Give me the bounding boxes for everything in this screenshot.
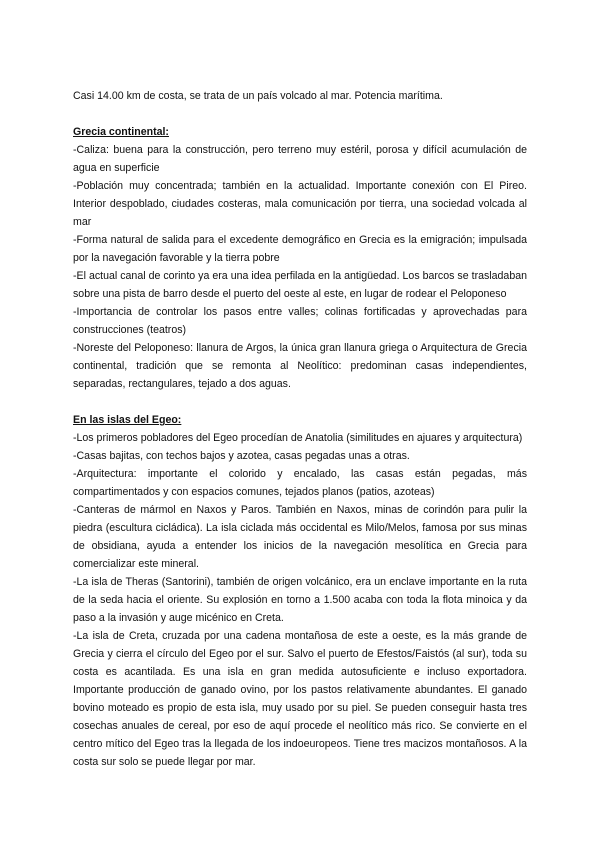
document-body <box>73 87 527 771</box>
intro-paragraph: Casi 14.00 km de costa, se trata de un país volcado al mar. Potencia marítima. <box>73 90 443 102</box>
list-item: -La isla de Theras (Santorini), también de origen volcánico, era un enclave importante en la ruta de la seda hacia el oriente. Su explosión en torno a 1.500 acaba con toda la flota minoica y da paso a la invasión y auge micénico en Creta. <box>73 576 527 624</box>
list-item: -Caliza: buena para la construcción, pero terreno muy estéril, porosa y difícil acumulación de agua en superficie <box>73 144 527 174</box>
section-heading-grecia-continental: Grecia continental: <box>73 126 169 138</box>
section-heading-islas-egeo: En las islas del Egeo: <box>73 414 182 426</box>
spacer <box>73 105 527 123</box>
list-item: -Casas bajitas, con techos bajos y azotea, casas pegadas unas a otras. <box>73 450 410 462</box>
list-item: -La isla de Creta, cruzada por una cadena montañosa de este a oeste, es la más grande de Grecia y cierra el círculo del Egeo por el sur. Salvo el puerto de Efestos/Faistós (al sur), toda su costa es acantilada. Es una isla en gran medida autosuficiente e incluso exportadora. Importante producción de ganado ovino, por los pastos relativamente abundantes. El ganado bovino moteado es propio de esta isla, muy usado por su piel. Se pueden conseguir hasta tres cosechas anuales de cereal, por eso de aquí procede el neolítico más rico. Se convierte en el centro mítico del Egeo tras la llegada de los indoeuropeos. Tiene tres macizos montañosos. A la costa sur solo se puede llegar por mar. <box>73 630 527 768</box>
spacer <box>73 393 527 411</box>
list-item: -Población muy concentrada; también en la actualidad. Importante conexión con El Pireo. Interior despoblado, ciudades costeras, mala comunicación por tierra, una sociedad volcada al mar <box>73 180 527 228</box>
list-item: -El actual canal de corinto ya era una idea perfilada en la antigüedad. Los barcos se trasladaban sobre una pista de barro desde el puerto del oeste al este, en lugar de rodear el Peloponeso <box>73 270 527 300</box>
list-item: -Importancia de controlar los pasos entre valles; colinas fortificadas y aprovechadas para construcciones (teatros) <box>73 306 527 336</box>
list-item: -Canteras de mármol en Naxos y Paros. También en Naxos, minas de corindón para pulir la piedra (escultura cicládica). La isla ciclada más occidental es Milo/Melos, famosa por sus minas de obsidiana, ayuda a entender los inicios de la navegación mesolítica en Grecia para comercializar este mineral. <box>73 504 527 570</box>
list-item: -Forma natural de salida para el excedente demográfico en Grecia es la emigración; impulsada por la navegación favorable y la tierra pobre <box>73 234 527 264</box>
list-item: -Arquitectura: importante el colorido y encalado, las casas están pegadas, más compartimentados y con espacios comunes, tejados planos (patios, azoteas) <box>73 468 527 498</box>
list-item: -Los primeros pobladores del Egeo procedían de Anatolia (similitudes en ajuares y arquitectura) <box>73 432 523 444</box>
list-item: -Noreste del Peloponeso: llanura de Argos, la única gran llanura griega o Arquitectura de Grecia continental, tradición que se remonta al Neolítico: predominan casas independientes, separadas, rectangulares, tejado a dos aguas. <box>73 342 527 390</box>
